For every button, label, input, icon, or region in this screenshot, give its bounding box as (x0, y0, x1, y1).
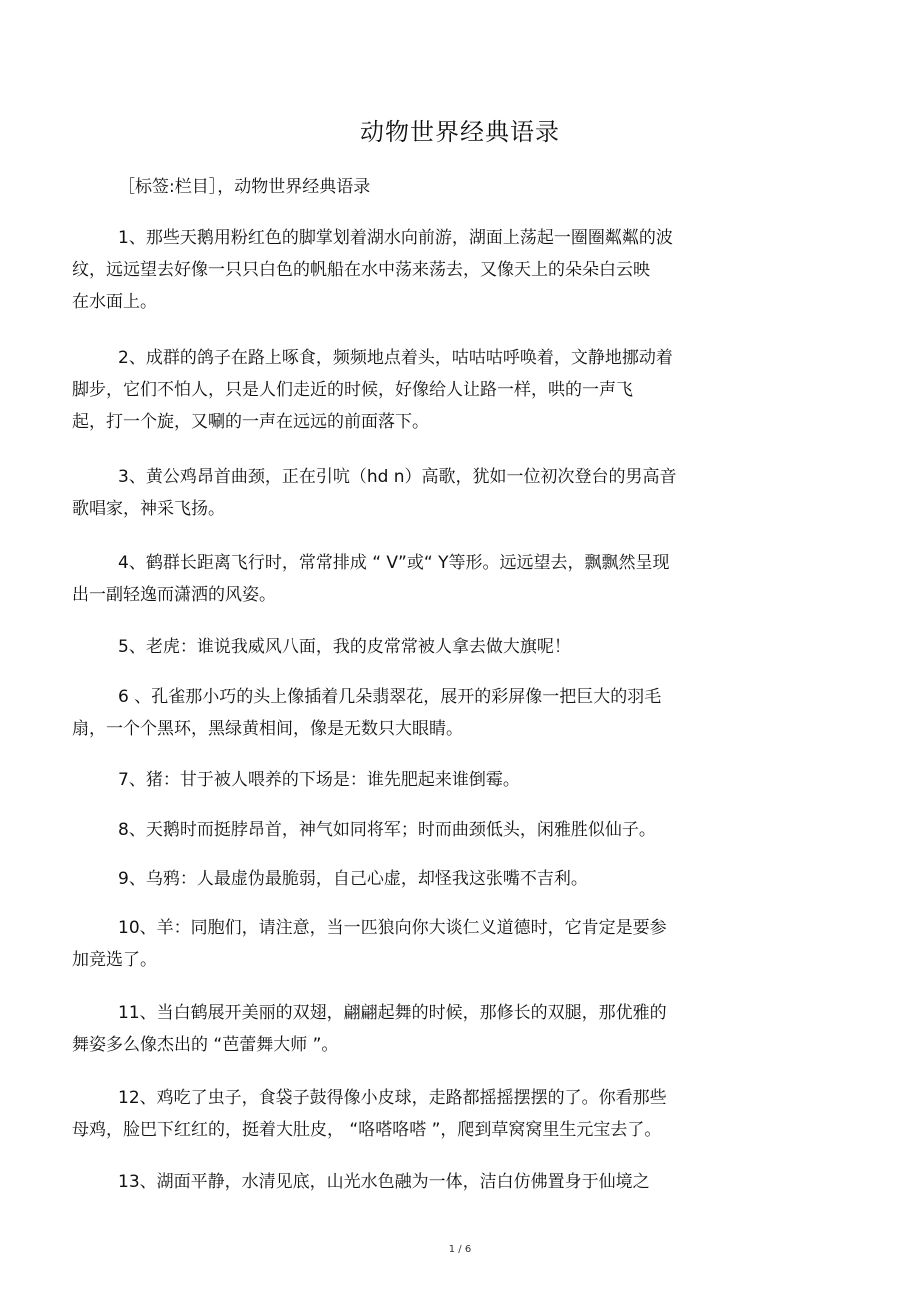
paragraph-3 (72, 461, 792, 525)
paragraph-line: 8、天鹅时而挺脖昂首，神气如同将军；时而曲颈低头，闲雅胜似仙子。 (118, 820, 656, 840)
paragraph-line: 在水面上。 (72, 292, 157, 312)
paragraph-7 (72, 764, 792, 796)
paragraph-9 (72, 863, 792, 895)
paragraph-line: 1、那些天鹅用粉红色的脚掌划着湖水向前游，湖面上荡起一圈圈粼粼的波 (118, 228, 673, 248)
tag-line: ［标签:栏目］，动物世界经典语录 (118, 177, 371, 197)
paragraph-6 (72, 681, 792, 745)
paragraph-10 (72, 912, 792, 976)
paragraph-line: 纹，远远望去好像一只只白色的帆船在水中荡来荡去，又像天上的朵朵白云映 (72, 260, 650, 280)
paragraph-11 (72, 997, 792, 1061)
paragraph-line: 13、湖面平静，水清见底，山光水色融为一体，洁白仿佛置身于仙境之 (118, 1172, 650, 1192)
paragraph-line: 3、黄公鸡昂首曲颈，正在引吭（hd n）高歌，犹如一位初次登台的男高音 (118, 467, 677, 487)
paragraph-line: 歌唱家，神采飞扬。 (72, 499, 225, 519)
paragraph-4 (72, 547, 792, 611)
paragraph-line: 舞姿多么像杰出的 “芭蕾舞大师 ”。 (72, 1035, 339, 1055)
paragraph-12 (72, 1082, 792, 1146)
paragraph-line: 加竞选了。 (72, 950, 157, 970)
document-title: 动物世界经典语录 (360, 118, 560, 146)
paragraph-line: 母鸡，脸巴下红红的，挺着大肚皮， “咯嗒咯嗒 ”，爬到草窝窝里生元宝去了。 (72, 1120, 662, 1140)
paragraph-1 (72, 222, 792, 318)
paragraph-line: 7、猪：甘于被人喂养的下场是：谁先肥起来谁倒霉。 (118, 770, 520, 790)
paragraph-line: 11、当白鹤展开美丽的双翅，翩翩起舞的时候，那修长的双腿，那优雅的 (118, 1003, 667, 1023)
paragraph-5 (72, 631, 792, 663)
paragraph-line: 6 、孔雀那小巧的头上像插着几朵翡翠花，展开的彩屏像一把巨大的羽毛 (118, 687, 662, 707)
page-number: 1 / 6 (448, 1244, 472, 1255)
paragraph-line: 脚步，它们不怕人，只是人们走近的时候，好像给人让路一样，哄的一声飞 (72, 380, 633, 400)
paragraph-line: 9、乌鸦：人最虚伪最脆弱，自己心虚，却怪我这张嘴不吉利。 (118, 869, 588, 889)
paragraph-13 (72, 1166, 792, 1198)
paragraph-line: 出一副轻逸而潇洒的风姿。 (72, 585, 276, 605)
paragraph-line: 5、老虎：谁说我威风八面，我的皮常常被人拿去做大旗呢！ (118, 637, 571, 657)
paragraph-line: 12、鸡吃了虫子，食袋子鼓得像小皮球，走路都摇摇摆摆的了。你看那些 (118, 1088, 667, 1108)
paragraph-line: 起，打一个旋，又唰的一声在远远的前面落下。 (72, 412, 429, 432)
paragraph-2 (72, 342, 792, 438)
paragraph-line: 4、鹤群长距离飞行时，常常排成 “ V”或“ Y等形。远远望去，飘飘然呈现 (118, 553, 670, 573)
paragraph-8 (72, 814, 792, 846)
paragraph-line: 扇，一个个黑环，黑绿黄相间，像是无数只大眼睛。 (72, 719, 463, 739)
paragraph-line: 10、羊：同胞们，请注意，当一匹狼向你大谈仁义道德时，它肯定是要参 (118, 918, 667, 938)
paragraph-line: 2、成群的鸽子在路上啄食，频频地点着头，咕咕咕呼唤着，文静地挪动着 (118, 348, 673, 368)
